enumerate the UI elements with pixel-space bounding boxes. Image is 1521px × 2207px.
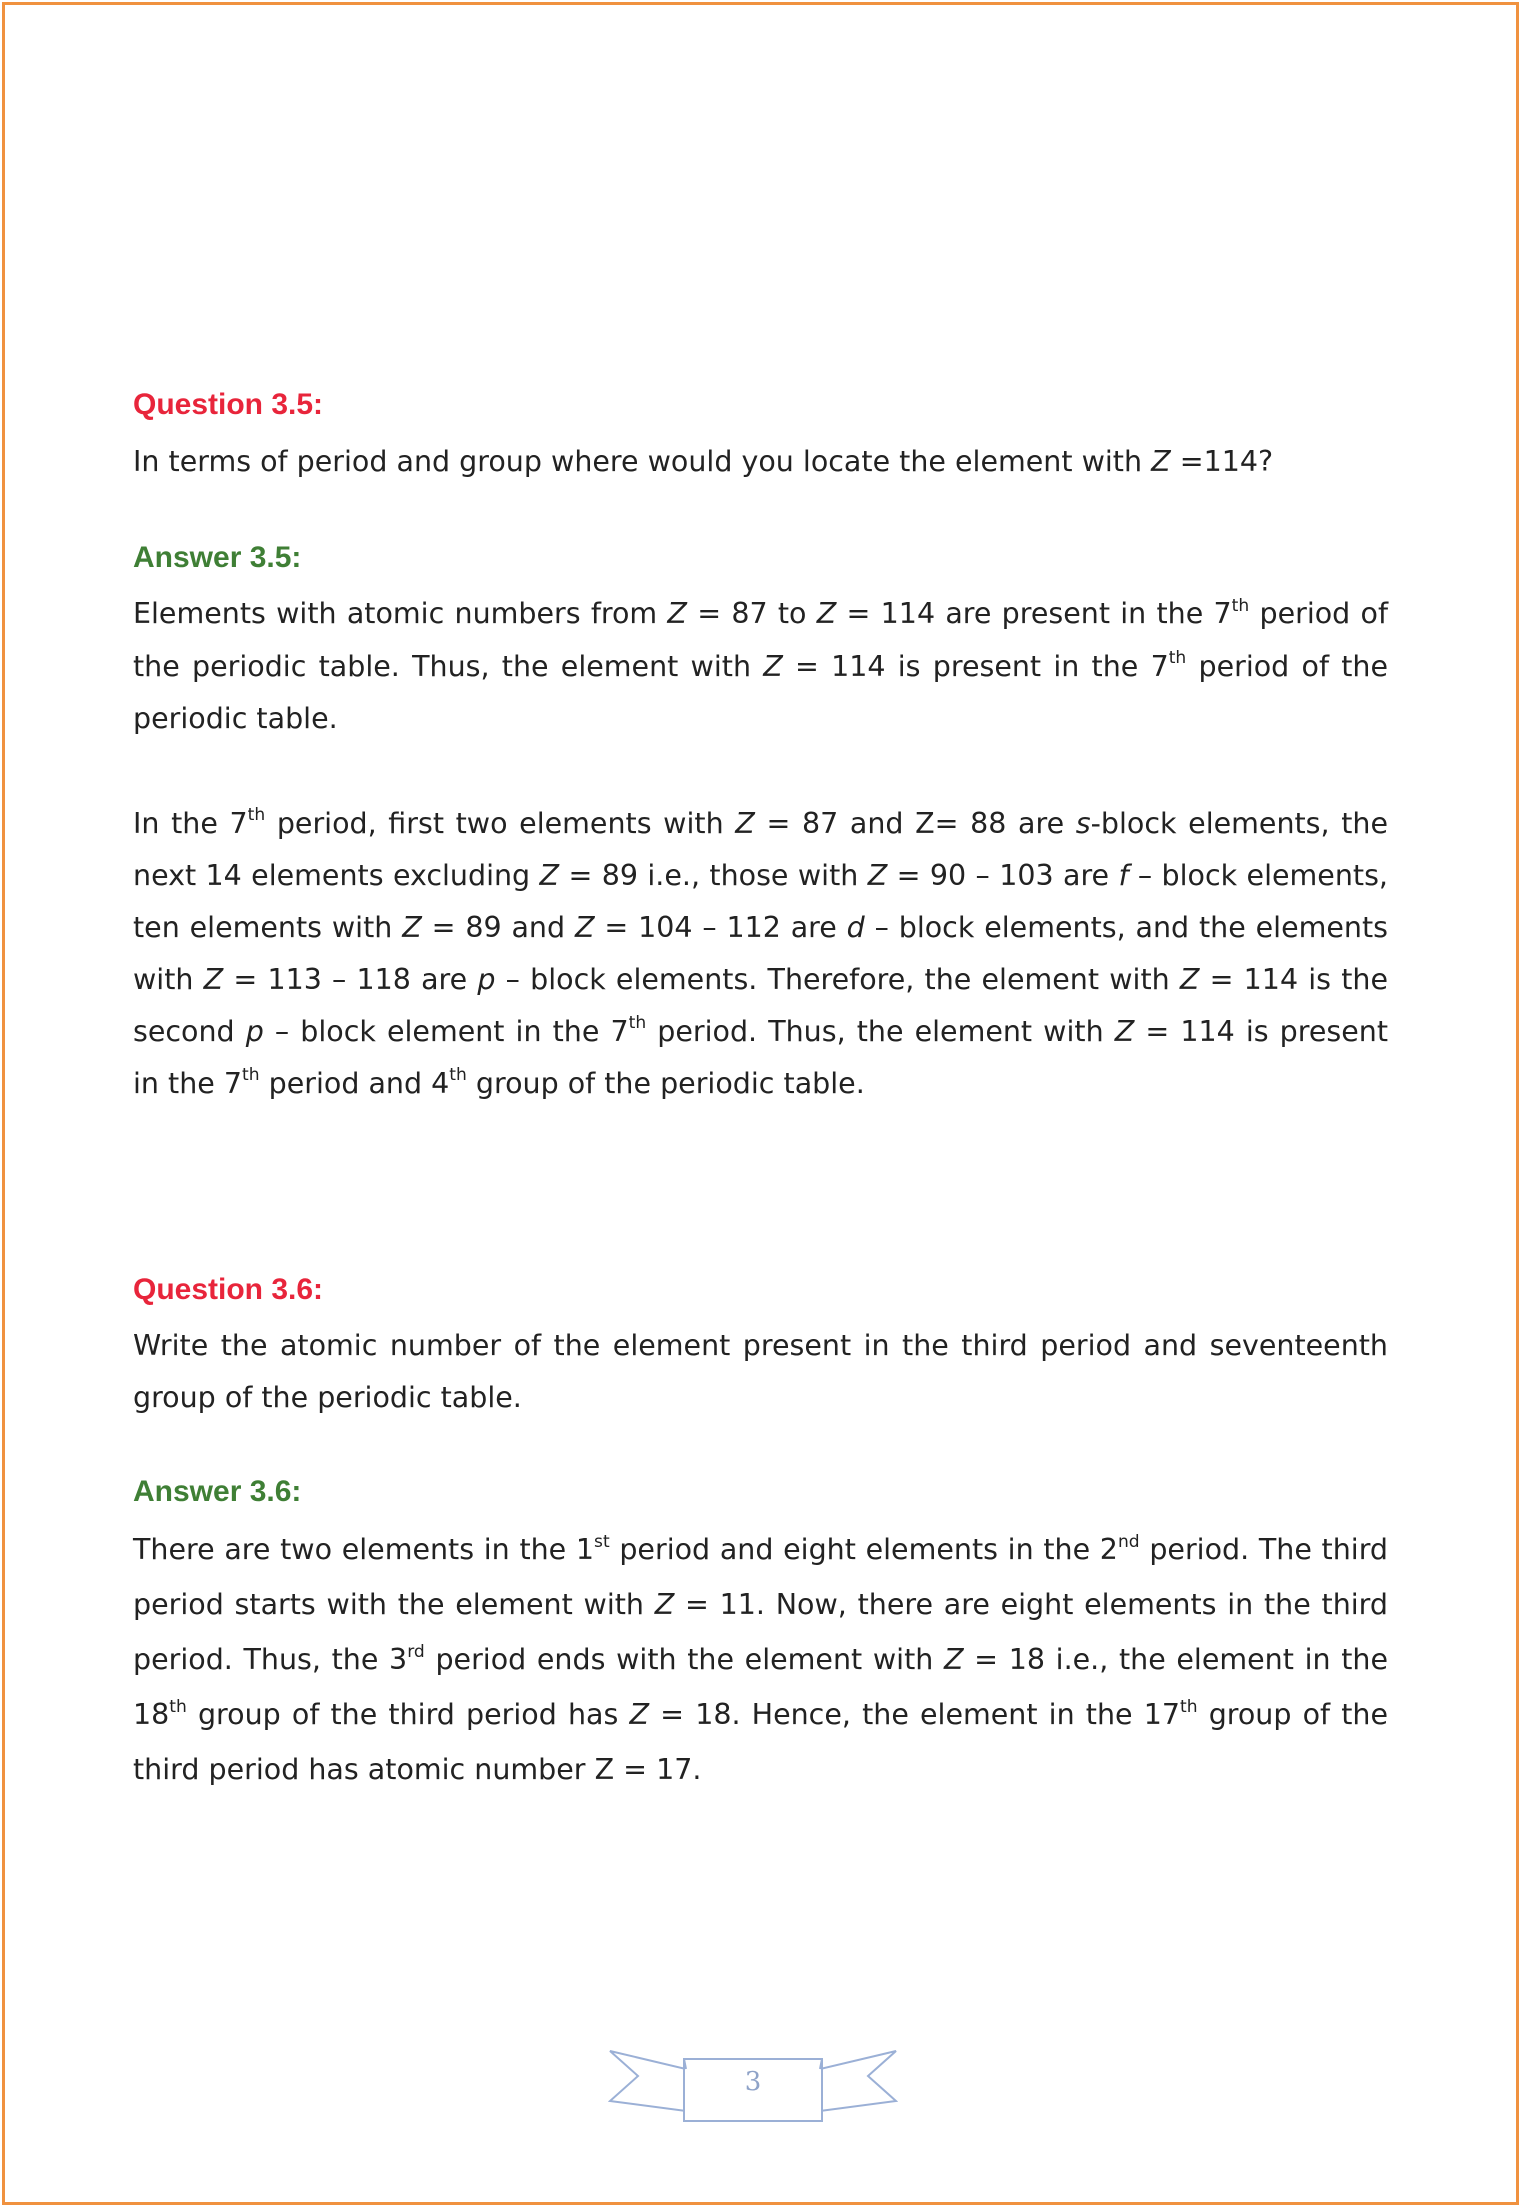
answer-paragraph: There are two elements in the 1st period and eight elements in the 2nd period. The third period starts with the element with Z = 11. Now, there are eight elements in the third period. Thus, the 3rd period ends with the element with Z = 18 i.e., the element in the 18th group of the third period has Z = 18. Hence, the element in the 17th group of the third period has atomic number Z = 17. [133, 1531, 1389, 1786]
question-heading: Question 3.5: [133, 388, 324, 421]
answer-paragraph-2: In the 7th period, first two elements with Z = 87 and Z= 88 are s-block elements, the next 14 elements excluding Z = 89 i.e., those with Z = 90 – 103 are f – block elements, ten elements with Z = 89 and Z = 104 – 112 are d – block elements, and the elements with Z = 113 – 118 are p – block elements. Therefore, the element with Z = 114 is the second p – block element in the 7th period. Thus, the element with Z = 114 is present in the 7th period and 4th group of the periodic table. [133, 805, 1389, 1100]
question-heading: Question 3.6: [133, 1273, 324, 1306]
question-text: Write the atomic number of the element present in the third period and seventeenth group of the periodic table. [133, 1329, 1388, 1414]
page-number-ribbon [608, 2045, 898, 2127]
question-3-6 [133, 1270, 1388, 1424]
question-3-5 [133, 385, 1388, 489]
answer-3-5 [133, 538, 1388, 1110]
answer-paragraph-1: Elements with atomic numbers from Z = 87 to Z = 114 are present in the 7th period of the periodic table. Thus, the element with Z = 114 is present in the 7th period of the periodic table. [133, 595, 1388, 735]
question-text: In terms of period and group where would you locate the element with Z =114? [133, 445, 1274, 478]
answer-3-6 [133, 1472, 1388, 1797]
answer-heading: Answer 3.5: [133, 541, 302, 574]
page-number: 3 [744, 2067, 762, 2097]
answer-heading: Answer 3.6: [133, 1475, 302, 1508]
